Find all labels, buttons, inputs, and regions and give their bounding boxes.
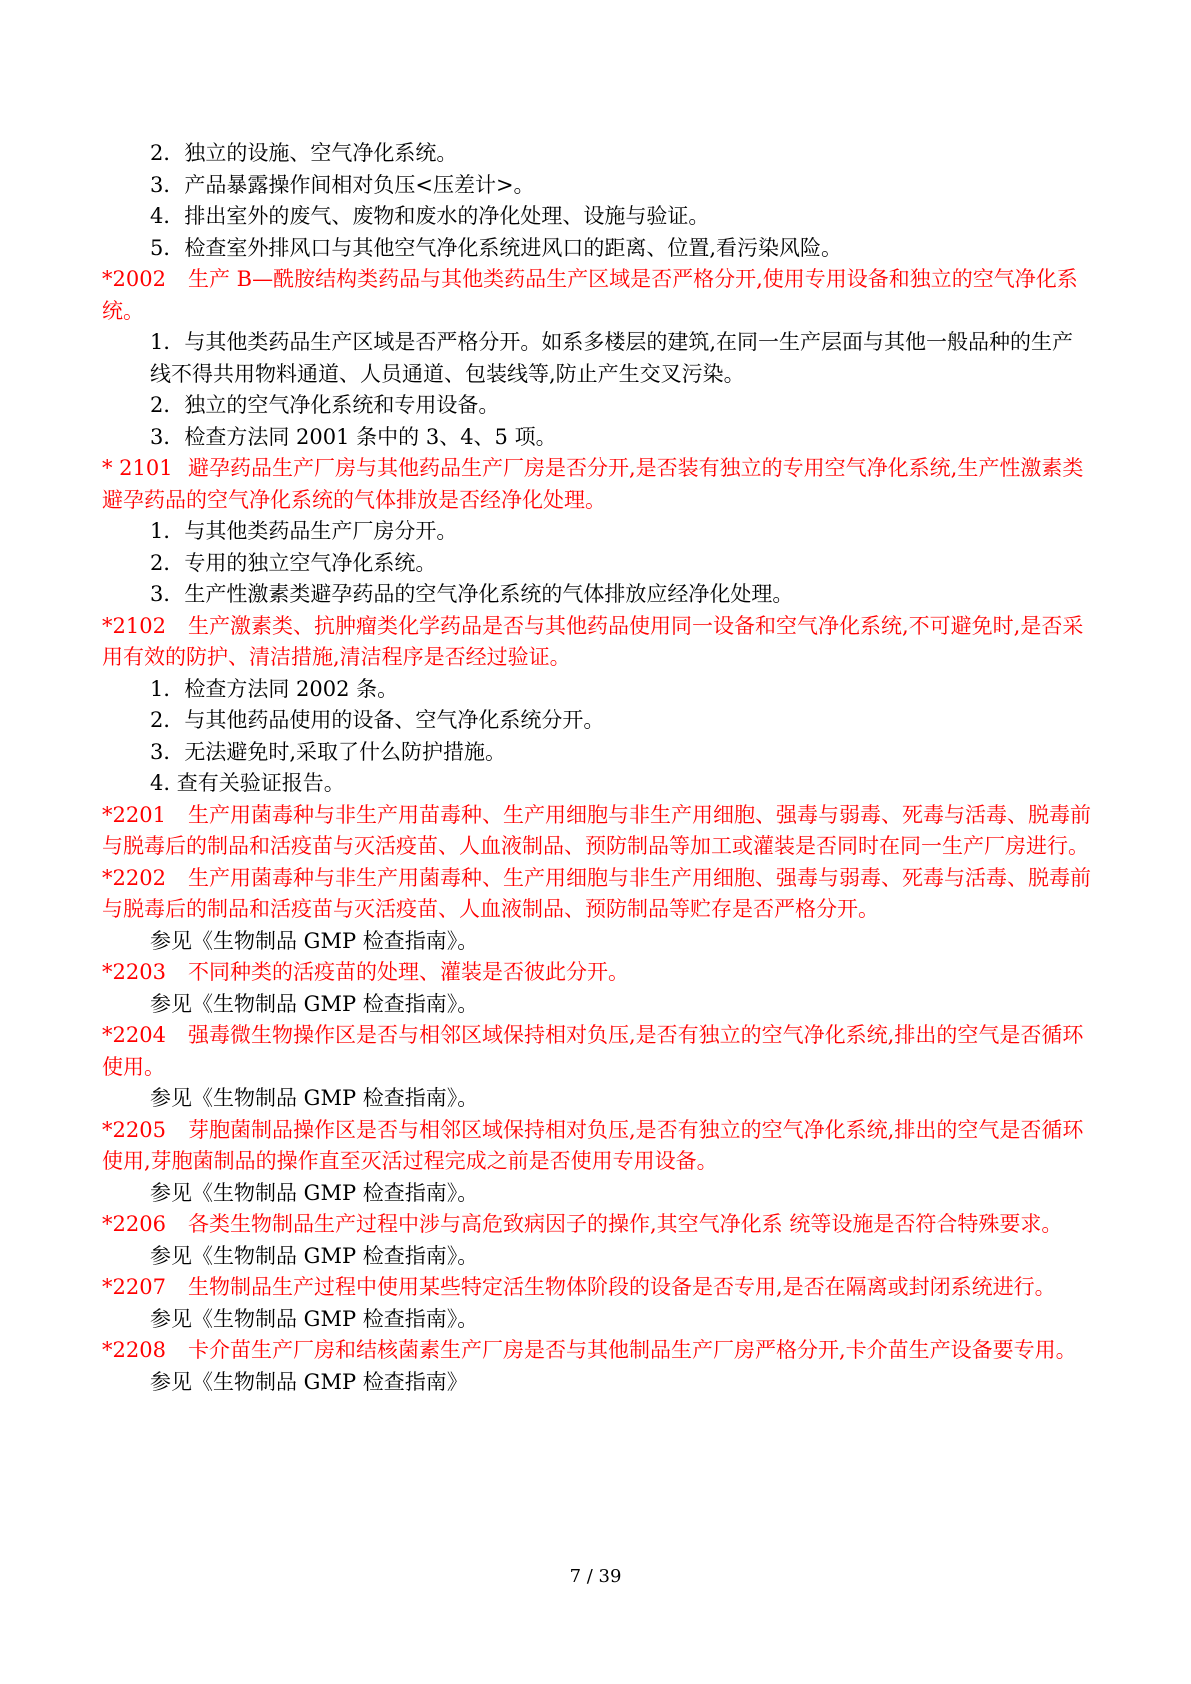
sub-item: 4．排出室外的废气、废物和废水的净化处理、设施与验证。 bbox=[150, 204, 710, 228]
sub-item: 3．生产性激素类避孕药品的空气净化系统的气体排放应经净化处理。 bbox=[150, 582, 794, 606]
sub-item: 1．检查方法同 2002 条。 bbox=[150, 676, 399, 701]
item-code: *2201 bbox=[102, 802, 166, 827]
item-code: *2207 bbox=[102, 1275, 166, 1299]
checklist-item bbox=[102, 1115, 1092, 1178]
checklist-item bbox=[102, 611, 1092, 674]
item-text: 生物制品生产过程中使用某些特定活生物体阶段的设备是否专用,是否在隔离或封闭系统进行。 bbox=[188, 1275, 1056, 1299]
sub-item: 3．无法避免时,采取了什么防护措施。 bbox=[150, 739, 507, 764]
reference-line: 参见《生物制品 GMP 检查指南》。 bbox=[150, 1306, 479, 1331]
item-text: 生产用菌毒种与非生产用苗毒种、生产用细胞与非生产用细胞、强毒与弱毒、死毒与活毒、脱毒前与脱毒后的制品和活疫苗与灭活疫苗、人血液制品、预防制品等加工或灌装是否同时在同一生产厂房进行。 bbox=[102, 802, 1091, 858]
item-text: 强毒微生物操作区是否与相邻区域保持相对负压,是否有独立的空气净化系统,排出的空气是否循环使用。 bbox=[102, 1023, 1084, 1079]
checklist-item bbox=[102, 1020, 1092, 1083]
item-text: 生产用菌毒种与非生产用菌毒种、生产用细胞与非生产用细胞、强毒与弱毒、死毒与活毒、脱毒前与脱毒后的制品和活疫苗与灭活疫苗、人血液制品、预防制品等贮存是否严格分开。 bbox=[102, 865, 1091, 921]
checklist-item bbox=[102, 453, 1092, 516]
item-text: 避孕药品生产厂房与其他药品生产厂房是否分开,是否装有独立的专用空气净化系统,生产性激素类避孕药品的空气净化系统的气体排放是否经净化处理。 bbox=[102, 456, 1084, 512]
reference-line: 参见《生物制品 GMP 检查指南》。 bbox=[150, 991, 479, 1016]
item-code: *2203 bbox=[102, 960, 166, 984]
checklist-item bbox=[102, 957, 1092, 989]
item-text: 芽胞菌制品操作区是否与相邻区域保持相对负压,是否有独立的空气净化系统,排出的空气是否循环使用,芽胞菌制品的操作直至灭活过程完成之前是否使用专用设备。 bbox=[102, 1117, 1084, 1173]
reference-line: 参见《生物制品 GMP 检查指南》。 bbox=[150, 1086, 479, 1110]
page-number: 7 / 39 bbox=[569, 1566, 622, 1587]
item-text: 不同种类的活疫苗的处理、灌装是否彼此分开。 bbox=[188, 960, 629, 984]
reference-line: 参见《生物制品 GMP 检查指南》。 bbox=[150, 928, 479, 953]
sub-item: 2．独立的设施、空气净化系统。 bbox=[150, 141, 458, 165]
item-code: *2102 bbox=[102, 613, 166, 638]
checklist-item bbox=[102, 264, 1092, 327]
sub-item: 5．检查室外排风口与其他空气净化系统进风口的距离、位置,看污染风险。 bbox=[150, 235, 843, 260]
reference-line: 参见《生物制品 GMP 检查指南》 bbox=[150, 1369, 468, 1394]
item-code: *2002 bbox=[102, 267, 166, 291]
item-code: *2204 bbox=[102, 1023, 166, 1047]
checklist-item bbox=[102, 1272, 1092, 1304]
sub-item: 1．与其他类药品生产区域是否严格分开。如系多楼层的建筑,在同一生产层面与其他一般品种的生产线不得共用物料通道、人员通道、包装线等,防止产生交叉污染。 bbox=[150, 330, 1074, 386]
reference-line: 参见《生物制品 GMP 检查指南》。 bbox=[150, 1243, 479, 1268]
sub-item: 3．检查方法同 2001 条中的 3、4、5 项。 bbox=[150, 424, 557, 449]
item-code: *2206 bbox=[102, 1212, 166, 1236]
item-code: * 2101 bbox=[102, 456, 173, 480]
checklist-item bbox=[102, 863, 1092, 926]
sub-item: 3．产品暴露操作间相对负压<压差计>。 bbox=[150, 172, 535, 197]
sub-item: 2．专用的独立空气净化系统。 bbox=[150, 550, 437, 575]
document-body bbox=[102, 138, 1092, 1398]
item-text: 生产激素类、抗肿瘤类化学药品是否与其他药品使用同一设备和空气净化系统,不可避免时,是否采用有效的防护、清洁措施,清洁程序是否经过验证。 bbox=[102, 613, 1084, 669]
checklist-item bbox=[102, 1335, 1092, 1367]
sub-item: 4. 查有关验证报告。 bbox=[150, 771, 345, 795]
checklist-item bbox=[102, 1209, 1092, 1241]
item-text: 各类生物制品生产过程中涉与高危致病因子的操作,其空气净化系 统等设施是否符合特殊要求。 bbox=[188, 1212, 1063, 1236]
checklist-item bbox=[102, 800, 1092, 863]
item-code: *2208 bbox=[102, 1338, 166, 1362]
sub-item: 1．与其他类药品生产厂房分开。 bbox=[150, 519, 458, 543]
reference-line: 参见《生物制品 GMP 检查指南》。 bbox=[150, 1180, 479, 1205]
sub-item: 2．与其他药品使用的设备、空气净化系统分开。 bbox=[150, 708, 605, 732]
sub-item: 2．独立的空气净化系统和专用设备。 bbox=[150, 393, 500, 417]
item-text: 生产 B—酰胺结构类药品与其他类药品生产区域是否严格分开,使用专用设备和独立的空气净化系统。 bbox=[102, 267, 1078, 323]
item-text: 卡介苗生产厂房和结核菌素生产厂房是否与其他制品生产厂房严格分开,卡介苗生产设备要专用。 bbox=[188, 1338, 1077, 1362]
item-code: *2202 bbox=[102, 865, 166, 890]
item-code: *2205 bbox=[102, 1117, 166, 1142]
